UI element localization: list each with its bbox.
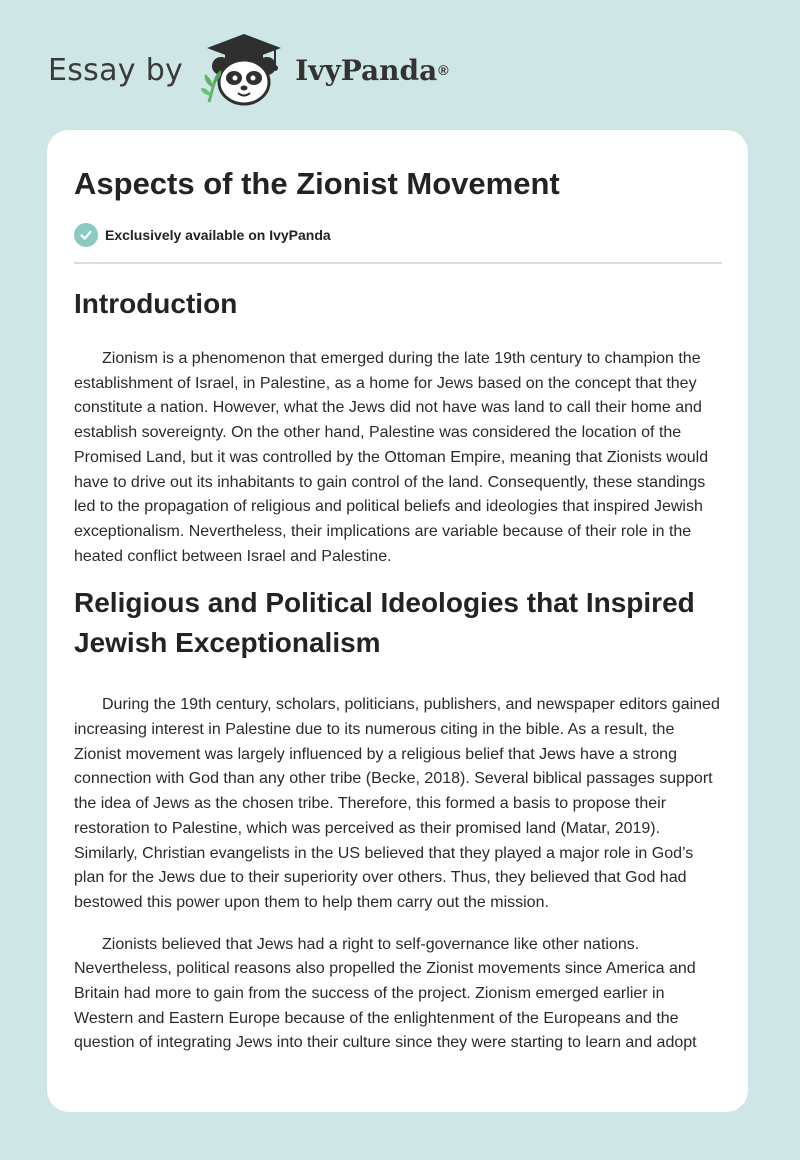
paragraph: Zionism is a phenomenon that emerged during the late 19th century to champion the establishment of Israel, in Palestine, as a home for Jews based on the concept that they constitute a nation. However, what the Jews did not have was land to call their home and establish sovereignty. On the other hand, Palestine was considered the location of the Promised Land, but it was controlled by the Ottoman Empire, meaning that Zionists would have to drive out its inhabitants to gain control of the land. Consequently, these standings led to the propagation of religious and political beliefs and ideologies that inspired Jewish exceptionalism. Nevertheless, their implications are variable because of their role in the heated conflict between Israel and Palestine. bbox=[74, 350, 709, 565]
panda-graduate-icon[interactable] bbox=[201, 30, 287, 110]
brand-prefix: Essay by bbox=[48, 52, 184, 88]
brand-name[interactable]: IvyPanda bbox=[295, 53, 438, 87]
title-divider bbox=[74, 262, 722, 264]
site-header bbox=[48, 30, 508, 110]
essay-card bbox=[47, 130, 748, 1112]
registered-mark: ® bbox=[438, 62, 449, 78]
exclusive-badge bbox=[74, 222, 722, 248]
check-circle-icon bbox=[74, 223, 98, 247]
essay-title: Aspects of the Zionist Movement bbox=[74, 166, 560, 201]
badge-label: Exclusively available on IvyPanda bbox=[105, 227, 331, 243]
section-heading-ideologies: Religious and Political Ideologies that Inspired Jewish Exceptionalism bbox=[74, 587, 695, 659]
paragraph: Zionists believed that Jews had a right to self-governance like other nations. Nevertheless, political reasons also propelled the Zionist movements since America and Britain had more to gain from the success of the project. Zionism emerged earlier in Western and Eastern Europe because of the enlightenment of the Europeans and the question of integrating Jews into their culture since they were starting to learn and adopt bbox=[74, 935, 697, 1052]
section-heading-introduction: Introduction bbox=[74, 288, 238, 319]
paragraph: During the 19th century, scholars, politicians, publishers, and newspaper editors gained increasing interest in Palestine due to its numerous citing in the bible. As a result, the Zionist movement was largely influenced by a religious belief that Jews have a strong connection with God than any other tribe (Becke, 2018). Several biblical passages support the idea of Jews as the chosen tribe. Therefore, this formed a basis to propose their restoration to Palestine, which was perceived as their promised land (Matar, 2019). Similarly, Christian evangelists in the US believed that they played a major role in God’s plan for the Jews due to their superiority over others. Thus, they believed that God had bestowed this power upon them to help them carry out the mission. bbox=[74, 696, 720, 911]
